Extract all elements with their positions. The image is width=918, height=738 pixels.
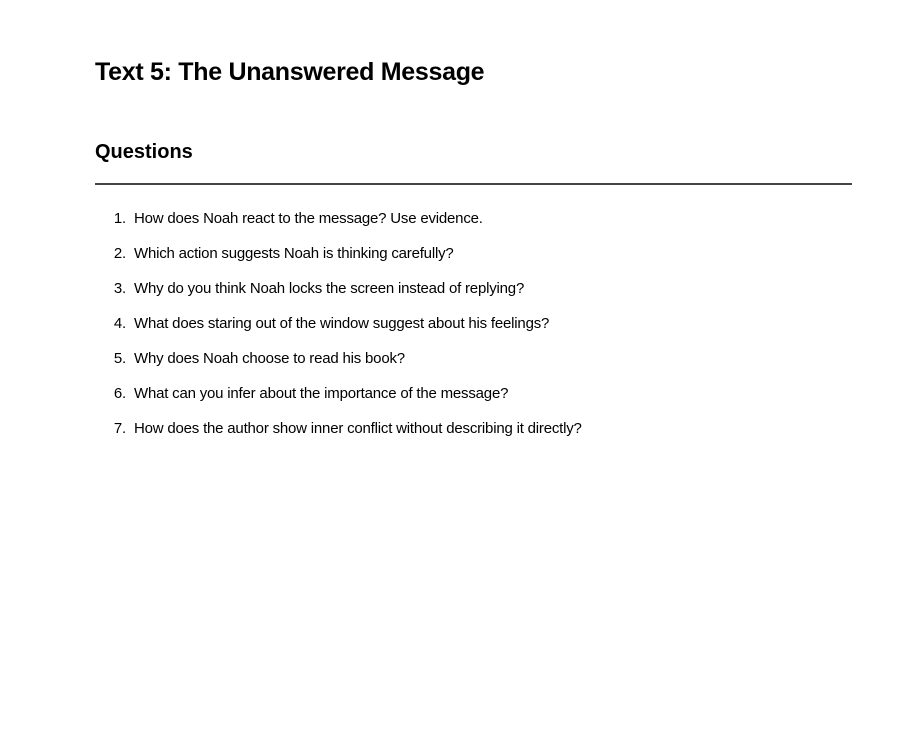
question-number: 1. (113, 210, 126, 227)
questions-heading: Questions (95, 141, 193, 163)
question-number: 4. (113, 315, 126, 332)
question-text: How does the author show inner conflict without describing it directly? (134, 420, 582, 437)
question-text: What does staring out of the window suggest about his feelings? (134, 315, 550, 332)
section-divider (95, 183, 852, 185)
question-number: 6. (113, 385, 126, 402)
question-text: Why do you think Noah locks the screen instead of replying? (134, 280, 525, 297)
question-number: 7. (113, 420, 126, 437)
question-number: 3. (113, 280, 126, 297)
question-text: Which action suggests Noah is thinking carefully? (134, 245, 454, 262)
question-text: Why does Noah choose to read his book? (134, 350, 405, 367)
question-number: 5. (113, 350, 126, 367)
question-text: What can you infer about the importance of the message? (134, 385, 509, 402)
document-title: Text 5: The Unanswered Message (95, 58, 485, 86)
question-number: 2. (113, 245, 126, 262)
question-text: How does Noah react to the message? Use evidence. (134, 210, 483, 227)
